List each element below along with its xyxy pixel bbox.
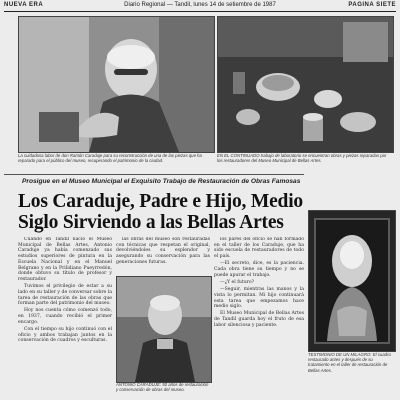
- photo-restored-painting: [308, 210, 396, 352]
- paragraph: —El secreto, dice, es la paciencia. Cada obra tiene su tiempo y no se puede apurar el trabajo.: [214, 261, 304, 278]
- article-kicker: Prosigue en el Museo Municipal el Exquisito Trabajo de Restauración de Obras Famosas: [22, 178, 301, 185]
- header-rule: [4, 11, 396, 12]
- paragraph: Cuando en Tandil nació el Museo Municipal de Bellas Artes, Antonio Caraduje ya había comenzado sus estudios superiores de pintura en la Escuela Nacional y en el Manuel Belgrano y en la Prilidiano Pueyrredón, donde obtuvo su título de profesor y restaurador.: [18, 237, 112, 282]
- caption-photo-painting: TESTIMONIO DE UN MILAGRO: El cuadro restaurado antes y después de su tratamiento en el taller de restauración de Bellas Artes.: [308, 352, 391, 373]
- paragraph: Con el tiempo su hijo continuó con el oficio y ambos trabajan juntos en la conservación de cuadros y esculturas.: [18, 327, 112, 344]
- article-column-3: [214, 237, 304, 397]
- photo-antonio-caraduje: [116, 276, 212, 383]
- caption-photo-workshop: EN EL CONTINUADO trabajo de laboratorio se encuentran obras y piezas reparadas por los restauradores del Museo Municipal de Bellas Artes.: [217, 153, 387, 164]
- caption-photo-antonio: ANTONIO CARADUJE: 50 años de restauración y conservación de obras del museo.: [116, 382, 209, 393]
- paragraph: —Seguir, mientras las manos y la vista lo permitan. Mi hijo continuará esta tarea que empezamos hace medio siglo.: [214, 287, 304, 310]
- article-column-2: [116, 237, 210, 275]
- photo-workshop: [217, 16, 394, 153]
- section-rule: [4, 174, 304, 175]
- paragraph: Hoy nos cuenta cómo comenzó todo, en 1937, cuando recibió el primer encargo.: [18, 308, 112, 325]
- page-number: PAGINA SIETE: [348, 2, 396, 8]
- paragraph: las obras del museo son restauradas con técnicas que respetan el original, devolviéndoles su esplendor y asegurando su conservación para las generaciones futuras.: [116, 237, 210, 265]
- newspaper-date: Diario Regional — Tandil, lunes 14 de setiembre de 1987: [124, 2, 276, 8]
- paragraph: —¿Y el futuro?: [220, 279, 255, 285]
- caption-photo-restorer: La cuidadosa labor de don Ramón Caraduje para su reconstrucción de una de las piezas que ha reparado para el público del museo, recuperando el patrimonio de la ciudad.: [18, 153, 202, 164]
- section-name: NUEVA ERA: [4, 2, 44, 8]
- paragraph: Tuvimos el privilegio de estar a su lado en su taller y de conversar sobre la tarea de restauración de las obras que forman parte del patrimonio del museo.: [18, 284, 112, 307]
- photo-restorer: [18, 16, 215, 153]
- article-headline: Los Caraduje, Padre e Hijo, Medio Siglo Sirviendo a las Bellas Artes: [18, 191, 303, 233]
- article-column-1: [18, 237, 112, 397]
- paragraph: los pares del oficio se han formado en el taller de los Caraduje, que ha sido escuela de restauradores de todo el país.: [214, 237, 304, 260]
- paragraph: El Museo Municipal de Bellas Artes de Tandil guarda hoy el fruto de esa labor silenciosa y paciente.: [214, 311, 304, 328]
